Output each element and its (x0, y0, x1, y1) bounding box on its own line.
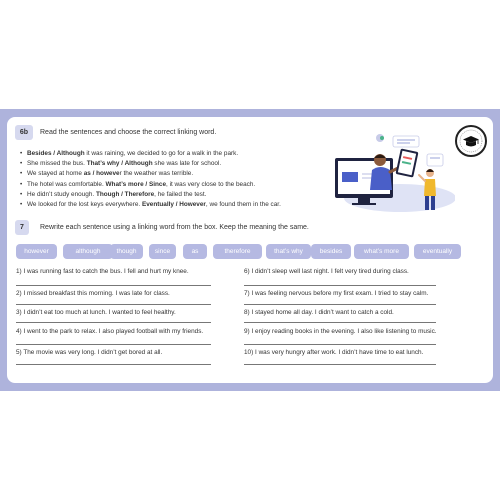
exercise-6b-number: 6b (15, 125, 33, 140)
task-7: 7) I was feeling nervous before my first exam. I tried to stay calm. (244, 290, 429, 297)
word-chip-however: however (16, 244, 57, 259)
answer-line-2 (16, 304, 211, 305)
word-chip-whats-more: what’s more (354, 244, 409, 259)
sentence-5: • He didn’t study enough. Though / Therefore, he failed the test. (20, 190, 350, 200)
answer-line-6 (244, 285, 436, 286)
choice-4: What’s more / Since (105, 180, 167, 188)
task-9: 9) I enjoy reading books in the evening. I also like listening to music. (244, 328, 437, 335)
word-chip-although: although (63, 244, 113, 259)
task-1: 1) I was running fast to catch the bus. I fell and hurt my knee. (16, 268, 189, 275)
choice-3: as / howeve (83, 170, 120, 178)
task-10: 10) I was very hungry after work. I didn’t have time to eat lunch. (244, 349, 424, 356)
word-chip-as: as (183, 244, 207, 259)
task-2: 2) I missed breakfast this morning. I was late for class. (16, 290, 170, 297)
sentence-1: • Besides / Although it was raining, we decided to go for a walk in the park. (20, 149, 350, 159)
choice-5: Though / Therefore (95, 190, 155, 198)
exercise-7-instruction: Rewrite each sentence using a linking word from the box. Keep the meaning the same. (40, 224, 309, 231)
answer-line-3 (16, 322, 211, 323)
linking-word-box (16, 244, 466, 260)
choice-2: That’s why / Although (86, 160, 153, 168)
word-chip-therefore: therefore (213, 244, 262, 259)
word-chip-since: since (149, 244, 176, 259)
task-5: 5) The movie was very long. I didn’t get bored at all. (16, 349, 163, 356)
sentence-6: • We looked for the lost keys everywhere. Eventually / However, we found them in the car. (20, 200, 350, 210)
task-8: 8) I stayed home all day. I didn’t want to catch a cold. (244, 309, 394, 316)
sentence-2: • She missed the bus. That’s why / Although she was late for school. (20, 159, 350, 169)
answer-line-10 (244, 364, 436, 365)
word-chip-eventually: eventually (414, 244, 461, 259)
word-chip-besides: besides (311, 244, 351, 259)
choice-6: Eventually / However (141, 201, 206, 209)
word-chip-thats-why: that’s why (266, 244, 311, 259)
graduation-cap-logo-icon (455, 125, 487, 157)
word-chip-though: though (110, 244, 143, 259)
exercise-6b-instruction: Read the sentences and choose the correct linking word. (40, 129, 217, 136)
task-3: 3) I didn’t eat too much at lunch. I wanted to feel healthy. (16, 309, 176, 316)
sentence-4: • The hotel was comfortable. What’s more / Since, it was very close to the beach. (20, 180, 350, 190)
task-6: 6) I didn’t sleep well last night. I felt very tired during class. (244, 268, 409, 275)
answer-line-8 (244, 322, 436, 323)
task-4: 4) I went to the park to relax. I also played football with my friends. (16, 328, 204, 335)
answer-line-1 (16, 285, 211, 286)
answer-line-9 (244, 344, 436, 345)
exercise-6b-sentences (20, 149, 350, 210)
answer-line-4 (16, 344, 211, 345)
choice-1: Besides / Although (27, 150, 85, 157)
teacher-illustration (330, 130, 455, 215)
exercise-7-number: 7 (15, 220, 29, 235)
answer-line-5 (16, 364, 211, 365)
answer-line-7 (244, 304, 436, 305)
sentence-3: • We stayed at home as / however the weather was terrible. (20, 169, 350, 179)
